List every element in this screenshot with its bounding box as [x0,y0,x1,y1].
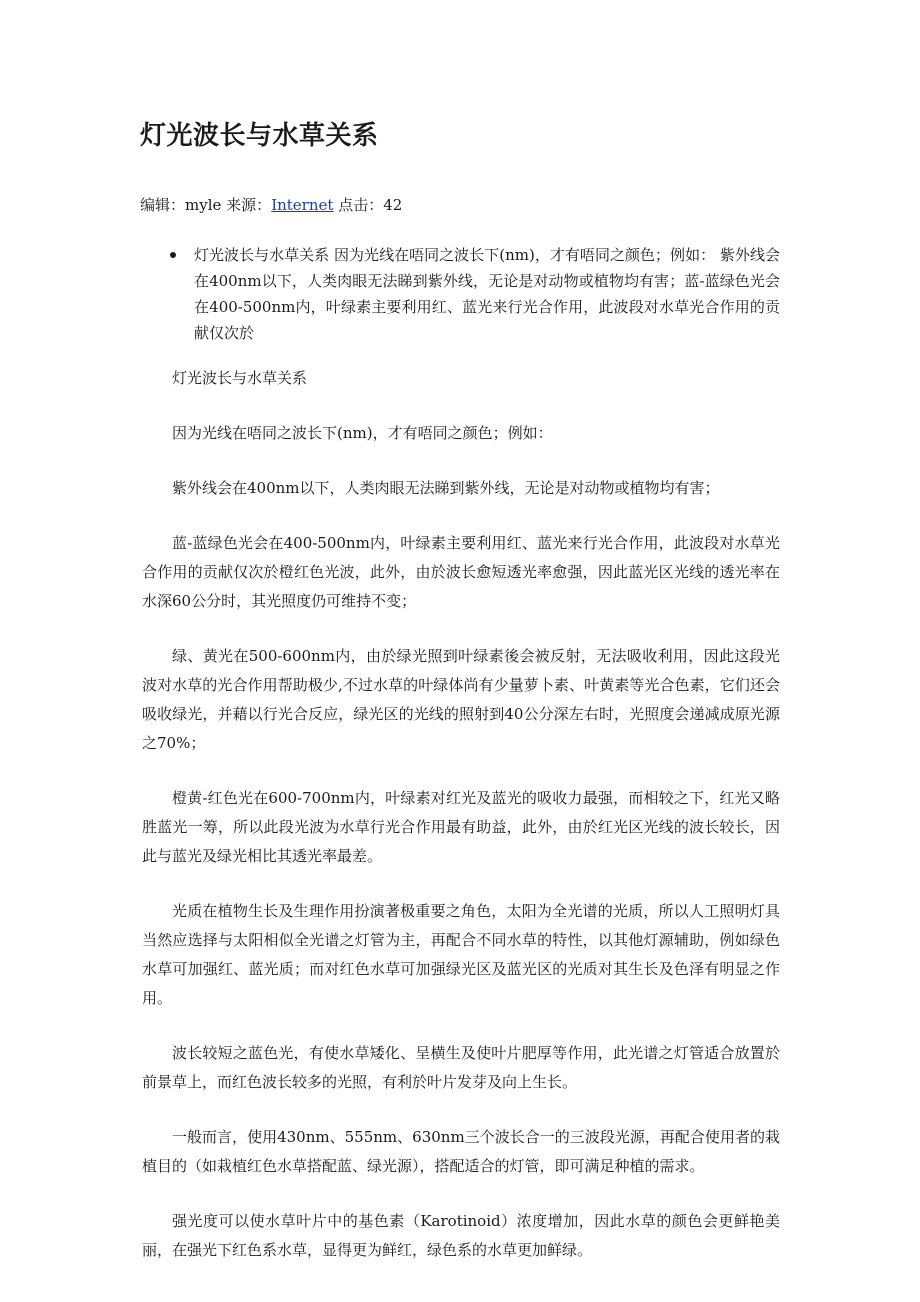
paragraph: 波长较短之蓝色光，有使水草矮化、呈横生及使叶片肥厚等作用，此光谱之灯管适合放置於前景草上，而红色波长较多的光照，有利於叶片发芽及向上生长。 [142,1044,780,1091]
summary-text: 灯光波长与水草关系 因为光线在唔同之波长下(nm)，才有唔同之颜色；例如： 紫外线会在400nm以下，人类肉眼无法睇到紫外线，无论是对动物或植物均有害；蓝-蓝绿色光会在400-500nm内，叶绿素主要利用红、蓝光来行光合作用，此波段对水草光合作用的贡献仅次於 [194,246,780,342]
clicks-count: 42 [383,196,403,214]
paragraph: 因为光线在唔同之波长下(nm)，才有唔同之颜色；例如： [172,424,553,442]
paragraph: 紫外线会在400nm以下，人类肉眼无法睇到紫外线，无论是对动物或植物均有害； [172,479,720,497]
paragraph: 蓝-蓝绿色光会在400-500nm内，叶绿素主要利用红、蓝光来行光合作用，此波段对水草光合作用的贡献仅次於橙红色光波，此外，由於波长愈短透光率愈强，因此蓝光区光线的透光率在水深60公分时，其光照度仍可维持不变； [142,534,780,610]
paragraph: 橙黄-红色光在600-700nm内，叶绿素对红光及蓝光的吸收力最强，而相较之下，红光又略胜蓝光一筹，所以此段光波为水草行光合作用最有助益，此外，由於红光区光线的波长较长，因此与蓝光及绿光相比其透光率最差。 [142,789,780,865]
source-label: 来源： [226,196,272,214]
summary-list [140,242,780,346]
paragraph: 一般而言，使用430nm、555nm、630nm三个波长合一的三波段光源，再配合使用者的栽植目的（如栽植红色水草搭配蓝、绿光源），搭配适合的灯管，即可满足种植的需求。 [142,1128,780,1175]
summary-item [140,242,780,346]
article-meta [140,194,780,216]
source-link[interactable]: Internet [271,196,334,214]
clicks-label: 点击： [338,196,384,214]
paragraph: 强光度可以使水草叶片中的基色素（Karotinoid）浓度增加，因此水草的颜色会更鲜艳美丽，在强光下红色系水草，显得更为鲜红，绿色系的水草更加鲜绿。 [142,1212,780,1259]
paragraph: 绿、黄光在500-600nm内，由於绿光照到叶绿素後会被反射，无法吸收利用，因此这段光波对水草的光合作用帮助极少,不过水草的叶绿体尚有少量萝卜素、叶黄素等光合色素，它们还会吸收绿光，并藉以行光合反应，绿光区的光线的照射到40公分深左右时，光照度会递减成原光源之70%； [142,647,780,752]
bullet-icon [170,252,176,258]
paragraph: 灯光波长与水草关系 [172,369,308,387]
paragraph: 光质在植物生长及生理作用扮演著极重要之角色，太阳为全光谱的光质，所以人工照明灯具当然应选择与太阳相似全光谱之灯管为主，再配合不同水草的特性，以其他灯源辅助，例如绿色水草可加强红、蓝光质；而对红色水草可加强绿光区及蓝光区的光质对其生长及色泽有明显之作用。 [142,902,780,1007]
article-title: 灯光波长与水草关系 [140,121,379,151]
editor-label: 编辑： [140,196,186,214]
article-body [140,364,780,1265]
editor-name: myle [185,196,222,214]
